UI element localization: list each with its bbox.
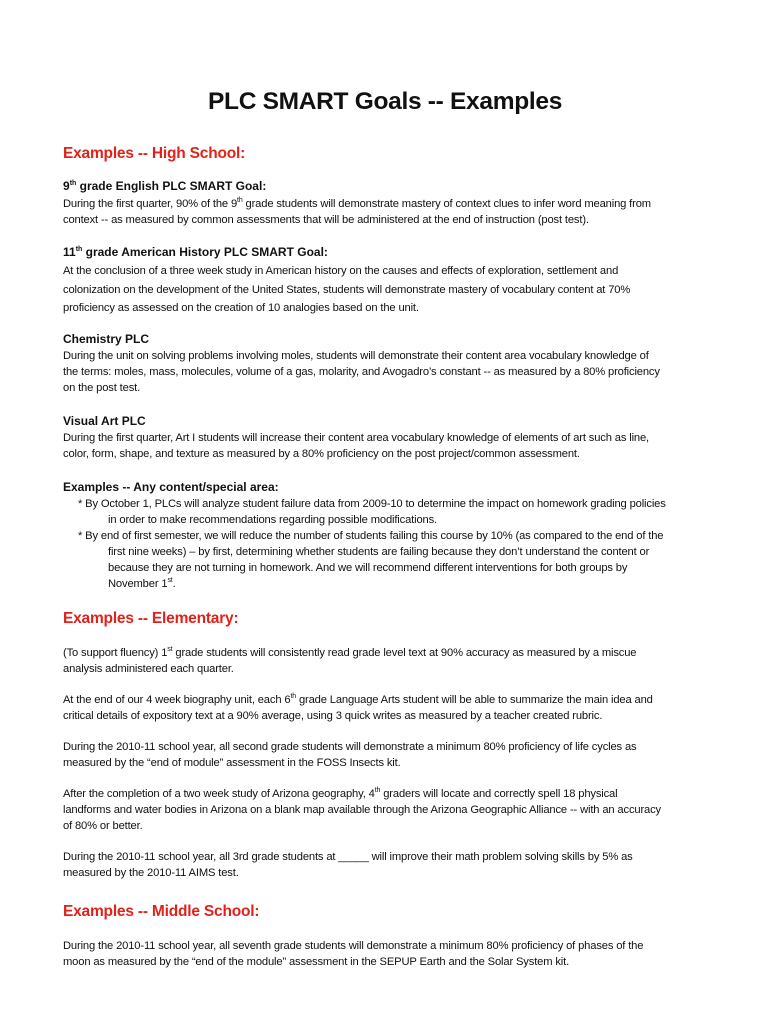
visual-art-text	[63, 430, 723, 462]
text-line	[78, 576, 663, 592]
text-line: At the conclusion of a three week study in American history on the causes and effects of exploration, settlement and	[63, 265, 619, 277]
section-heading-elementary: Examples -- Elementary:	[63, 610, 239, 627]
section-heading-high-school: Examples -- High School:	[63, 145, 246, 162]
text-line: During the unit on solving problems involving moles, students will demonstrate their content area vocabulary knowledge of	[63, 350, 649, 362]
grade-number: 11	[63, 245, 76, 259]
superscript: th	[75, 246, 83, 253]
text-line: color, form, shape, and texture as measured by a 80% proficiency on the post project/common assessment.	[63, 448, 580, 460]
text-line	[63, 196, 723, 212]
superscript: th	[237, 197, 243, 204]
heading-text: grade English PLC SMART Goal:	[76, 179, 267, 193]
text-line: * By end of first semester, we will reduce the number of students failing this course by 10% (as compared to the end of the	[78, 530, 664, 542]
text-line: because they are not turning in homework. And we will recommend different interventions for both groups by	[108, 562, 628, 574]
text-line: in order to make recommendations regarding possible modifications.	[108, 514, 438, 526]
visual-art-heading: Visual Art PLC	[63, 414, 146, 428]
elementary-goal-5	[63, 849, 723, 881]
elementary-goal-4	[63, 786, 723, 834]
section-heading-middle-school: Examples -- Middle School:	[63, 903, 260, 920]
text-line: context -- as measured by common assessments that will be administered at the end of instruction (post test).	[63, 214, 589, 226]
text-span: (To support fluency) 1	[63, 647, 168, 659]
text-line: on the post test.	[63, 382, 141, 394]
english-goal-heading	[63, 179, 266, 193]
superscript: th	[374, 787, 381, 794]
elementary-goal-1	[63, 645, 723, 677]
text-line: of 80% or better.	[63, 820, 143, 832]
text-span: grade Language Arts student will be able to summarize the main idea and	[295, 694, 653, 706]
text-span: grade students will demonstrate mastery of context clues to infer word meaning from	[242, 198, 651, 210]
text-span: .	[172, 578, 176, 590]
text-line: moon as measured by the “end of the module” assessment in the SEPUP Earth and the Solar System kit.	[63, 956, 570, 968]
superscript: st	[167, 577, 173, 584]
heading-text: grade American History PLC SMART Goal:	[82, 245, 328, 259]
text-span: At the end of our 4 week biography unit, each 6	[63, 694, 291, 706]
text-line: critical details of expository text at a 90% average, using 3 quick writes as measured by a teacher created rubric.	[63, 710, 603, 722]
elementary-goal-2	[63, 692, 723, 724]
text-span: graders will locate and correctly spell 18 physical	[380, 788, 618, 800]
history-goal-heading	[63, 245, 328, 259]
text-line: the terms: moles, mass, molecules, volume of a gas, molarity, and Avogadro’s constant -- as measured by a 80% proficiency	[63, 366, 660, 378]
superscript: th	[290, 693, 296, 700]
text-line: measured by the 2010-11 AIMS test.	[63, 867, 239, 879]
text-line: During the 2010-11 school year, all second grade students will demonstrate a minimum 80% proficiency of life cycles as	[63, 741, 637, 753]
special-area-heading: Examples -- Any content/special area:	[63, 480, 279, 494]
grade-number: 9	[63, 179, 70, 193]
text-span: November 1	[108, 578, 168, 590]
special-area-bullet-1	[78, 496, 666, 528]
text-span: After the completion of a two week study of Arizona geography, 4	[63, 788, 375, 800]
text-line: analysis administered each quarter.	[63, 663, 234, 675]
text-line: * By October 1, PLCs will analyze student failure data from 2009-10 to determine the impact on homework grading policies	[78, 498, 666, 510]
text-span: grade students will consistently read grade level text at 90% accuracy as measured by a miscue	[172, 647, 637, 659]
history-goal-text	[63, 262, 723, 318]
text-line: landforms and water bodies in Arizona on a blank map available through the Arizona Geographic Alliance -- with an accuracy	[63, 804, 661, 816]
superscript: th	[69, 180, 77, 187]
text-line: measured by the “end of module” assessment in the FOSS Insects kit.	[63, 757, 401, 769]
text-line	[63, 692, 723, 708]
text-line: first nine weeks) – by first, determining whether students are failing because they don’t understand the content or	[108, 546, 650, 558]
text-span: During the first quarter, 90% of the 9	[63, 198, 238, 210]
text-line: During the first quarter, Art I students will increase their content area vocabulary knowledge of elements of art such as line,	[63, 432, 650, 444]
elementary-goal-3	[63, 739, 723, 771]
text-line	[63, 645, 723, 661]
text-line: During the 2010-11 school year, all seventh grade students will demonstrate a minimum 80% proficiency of phases of the	[63, 940, 644, 952]
superscript: st	[167, 646, 173, 653]
chemistry-text	[63, 348, 723, 396]
text-line: colonization on the development of the United States, students will demonstrate mastery of vocabulary content at 70%	[63, 283, 631, 296]
chemistry-heading: Chemistry PLC	[63, 332, 150, 346]
special-area-bullet-2	[78, 528, 663, 592]
text-line	[63, 786, 723, 802]
text-line: During the 2010-11 school year, all 3rd grade students at _____ will improve their math problem solving skills by 5% as	[63, 851, 633, 863]
page-title: PLC SMART Goals -- Examples	[207, 88, 563, 115]
middle-school-goal-1	[63, 938, 723, 970]
english-goal-text	[63, 196, 723, 228]
text-line: proficiency as assessed on the creation of 10 analogies based on the unit.	[63, 302, 419, 314]
